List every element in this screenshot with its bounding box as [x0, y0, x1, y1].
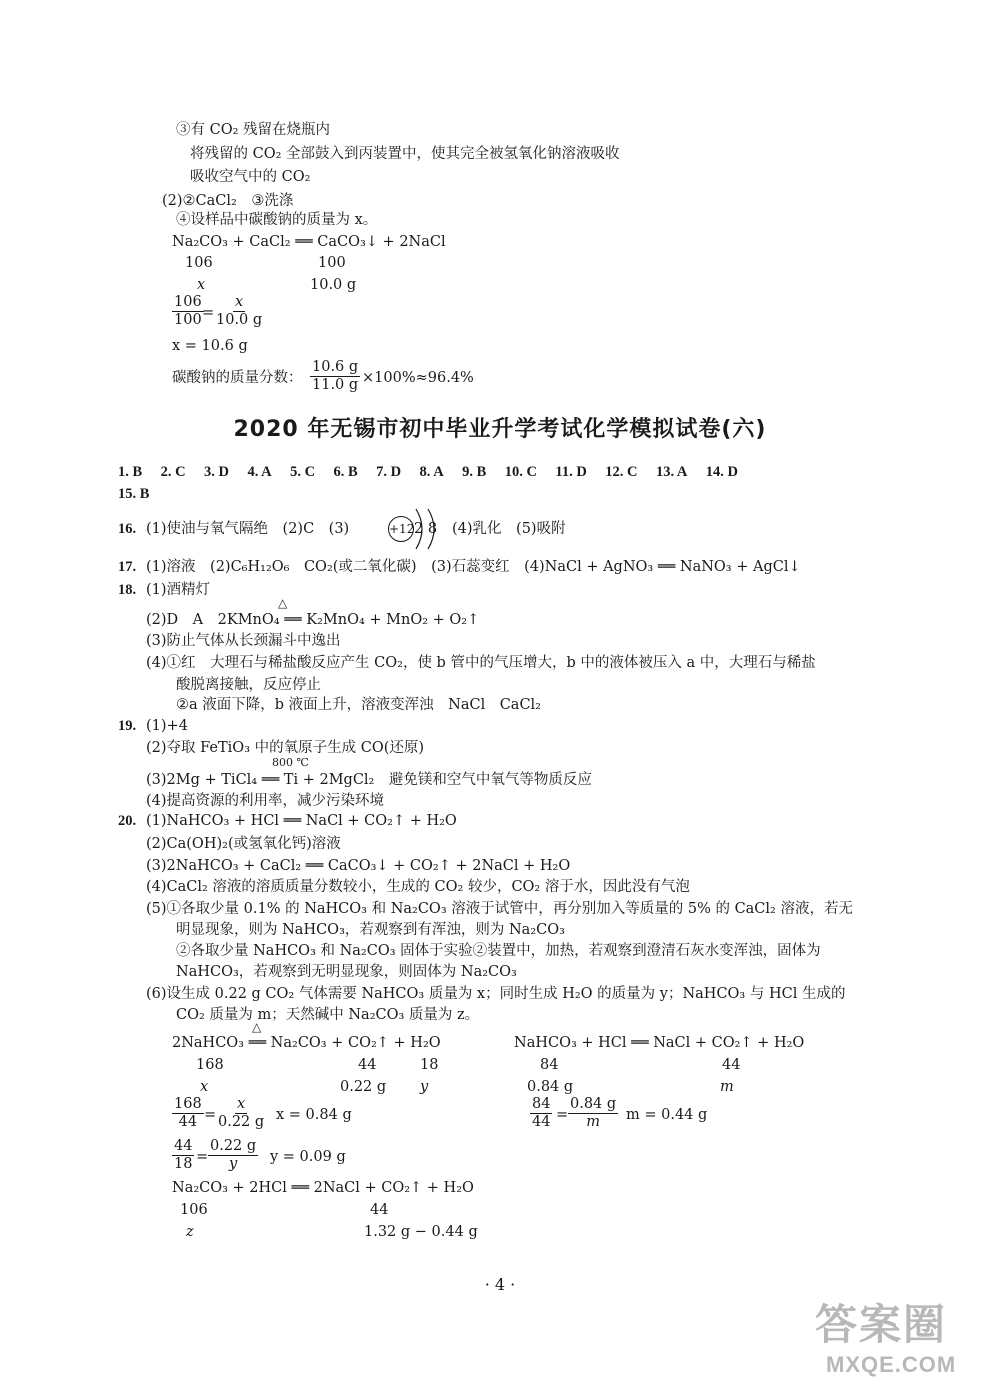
mass-value: 0.84 g — [527, 1079, 574, 1095]
text-line: 吸收空气中的 CO₂ — [190, 169, 311, 185]
equals-sign: = — [196, 1149, 209, 1165]
text-line: ③有 CO₂ 残留在烧瓶内 — [176, 122, 331, 138]
equation: Na₂CO₃ + 2HCl ══ 2NaCl + CO₂↑ + H₂O — [172, 1180, 474, 1196]
electron-counts: 2 8 — [414, 521, 438, 537]
question-number: 19. — [118, 718, 137, 734]
watermark-logo: 答案圈 — [815, 1301, 948, 1348]
mass-value: 10.0 g — [310, 277, 357, 293]
answer-text: (3)防止气体从长颈漏斗中逸出 — [146, 633, 341, 649]
answer-text: (1)+4 — [146, 718, 188, 734]
answer-text: (1)NaHCO₃ + HCl ══ NaCl + CO₂↑ + H₂O — [146, 813, 457, 829]
answer-text: 酸脱离接触，反应停止 — [176, 677, 321, 693]
answer-text: (2)夺取 FeTiO₃ 中的氧原子生成 CO(还原) — [146, 740, 425, 756]
result: x = 0.84 g — [276, 1107, 352, 1123]
equals-sign: = — [556, 1107, 569, 1123]
answer-text: CO₂ 质量为 m；天然碱中 Na₂CO₃ 质量为 z。 — [176, 1007, 480, 1023]
answer-text: (4)CaCl₂ 溶液的溶质质量分数较小，生成的 CO₂ 较少，CO₂ 溶于水，因此没有气泡 — [146, 879, 690, 895]
answer-text: (1)使油与氧气隔绝 (2)C (3) — [146, 521, 350, 537]
atom-nucleus: +12 — [388, 516, 414, 542]
reaction-condition: △ — [252, 1020, 262, 1034]
question-number: 17. — [118, 559, 137, 575]
text-line: 将残留的 CO₂ 全部鼓入到丙装置中，使其完全被氢氧化钠溶液吸收 — [190, 146, 620, 162]
text-line: ④设样品中碳酸钠的质量为 x。 — [176, 212, 378, 228]
answer-text: (5)①各取少量 0.1% 的 NaHCO₃ 和 Na₂CO₃ 溶液于试管中，再分别加入等质量的 5% 的 CaCl₂ 溶液，若无 — [146, 901, 853, 917]
fraction: x 0.22 g — [218, 1096, 265, 1130]
molar-mass: 168 — [196, 1057, 224, 1073]
watermark-url: MXQE.COM — [826, 1352, 957, 1377]
mass-variable: y — [420, 1079, 429, 1095]
molar-mass: 18 — [420, 1057, 439, 1073]
molar-mass: 106 — [180, 1202, 208, 1218]
result: y = 0.09 g — [270, 1149, 346, 1165]
fraction: 44 18 — [174, 1138, 193, 1172]
result: m = 0.44 g — [626, 1107, 708, 1123]
molar-mass: 44 — [722, 1057, 741, 1073]
equation: Na₂CO₃ + CaCl₂ ══ CaCO₃↓ + 2NaCl — [172, 234, 446, 250]
molar-mass: 44 — [358, 1057, 377, 1073]
answer-text: 明显现象，则为 NaHCO₃，若观察到有浑浊，则为 Na₂CO₃ — [176, 922, 565, 938]
question-number: 20. — [118, 813, 137, 829]
mc-item: 15. B — [118, 486, 150, 502]
equation: 2NaHCO₃ ══ Na₂CO₃ + CO₂↑ + H₂O — [172, 1035, 441, 1051]
answer-text: (4)①红 大理石与稀盐酸反应产生 CO₂，使 b 管中的气压增大，b 中的液体被压入 a 中，大理石与稀盐 — [146, 655, 816, 671]
text-line: (2)②CaCl₂ ③洗涤 — [162, 193, 294, 209]
mc-row: 1. B 2. C 3. D 4. A 5. C 6. B 7. D 8. A 9. B 10. C 11. D 12. C 13. A 14. D — [118, 464, 739, 480]
answer-text: (2)Ca(OH)₂(或氢氧化钙)溶液 — [146, 836, 341, 852]
fraction: 0.22 g y — [210, 1138, 257, 1172]
fraction-label: 碳酸钠的质量分数： — [172, 370, 303, 386]
fraction: 106 100 — [174, 294, 202, 328]
fraction: 168 44 — [174, 1096, 202, 1130]
page-title: 2020 年无锡市初中毕业升学考试化学模拟试卷(六) — [233, 417, 767, 442]
equation: NaHCO₃ + HCl ══ NaCl + CO₂↑ + H₂O — [514, 1035, 805, 1051]
fraction: 10.6 g 11.0 g — [312, 359, 359, 393]
answer-text: (2)D A 2KMnO₄ ══ K₂MnO₄ + MnO₂ + O₂↑ — [146, 612, 480, 628]
mass-variable: x — [200, 1079, 209, 1095]
mass-variable: z — [186, 1224, 194, 1240]
mass-variable: x — [197, 277, 206, 293]
molar-mass: 100 — [318, 255, 346, 271]
result: x = 10.6 g — [172, 338, 248, 354]
mass-value: 0.22 g — [340, 1079, 387, 1095]
fraction: 0.84 g m — [570, 1096, 617, 1130]
reaction-condition: 800 ℃ — [272, 756, 309, 769]
answer-text: ②a 液面下降，b 液面上升，溶液变浑浊 NaCl CaCl₂ — [176, 697, 541, 713]
answer-text: (6)设生成 0.22 g CO₂ 气体需要 NaHCO₃ 质量为 x；同时生成 H₂O 的质量为 y；NaHCO₃ 与 HCl 生成的 — [146, 986, 846, 1002]
answer-text: (1)溶液 (2)C₆H₁₂O₆ CO₂(或二氧化碳) (3)石蕊变红 (4)NaCl + AgNO₃ ══ NaNO₃ + AgCl↓ — [146, 559, 801, 575]
fraction: 84 44 — [532, 1096, 551, 1130]
answer-text: NaHCO₃，若观察到无明显现象，则固体为 Na₂CO₃ — [176, 964, 517, 980]
answer-text: (1)酒精灯 — [146, 582, 211, 598]
mass-value: 1.32 g − 0.44 g — [364, 1224, 478, 1240]
molar-mass: 84 — [540, 1057, 559, 1073]
answer-text: (4)提高资源的利用率，减少污染环境 — [146, 793, 385, 809]
answer-text: ②各取少量 NaHCO₃ 和 Na₂CO₃ 固体于实验②装置中，加热，若观察到澄清石灰水变浑浊，固体为 — [176, 943, 821, 959]
question-number: 16. — [118, 521, 137, 537]
page-number: · 4 · — [484, 1275, 516, 1294]
fraction: x 10.0 g — [216, 294, 263, 328]
question-number: 18. — [118, 582, 137, 598]
equals-sign: = — [204, 1107, 217, 1123]
answer-text: (4)乳化 (5)吸附 — [452, 521, 566, 537]
equals-sign: = — [202, 305, 215, 321]
answer-text: (3)2NaHCO₃ + CaCl₂ ══ CaCO₃↓ + CO₂↑ + 2NaCl + H₂O — [146, 858, 571, 874]
reaction-condition: △ — [278, 596, 288, 610]
fraction-tail: ×100%≈96.4% — [362, 370, 474, 386]
answer-text: (3)2Mg + TiCl₄ ══ Ti + 2MgCl₂ 避免镁和空气中氧气等物质反应 — [146, 772, 592, 788]
molar-mass: 106 — [185, 255, 213, 271]
mass-variable: m — [720, 1079, 734, 1095]
molar-mass: 44 — [370, 1202, 389, 1218]
